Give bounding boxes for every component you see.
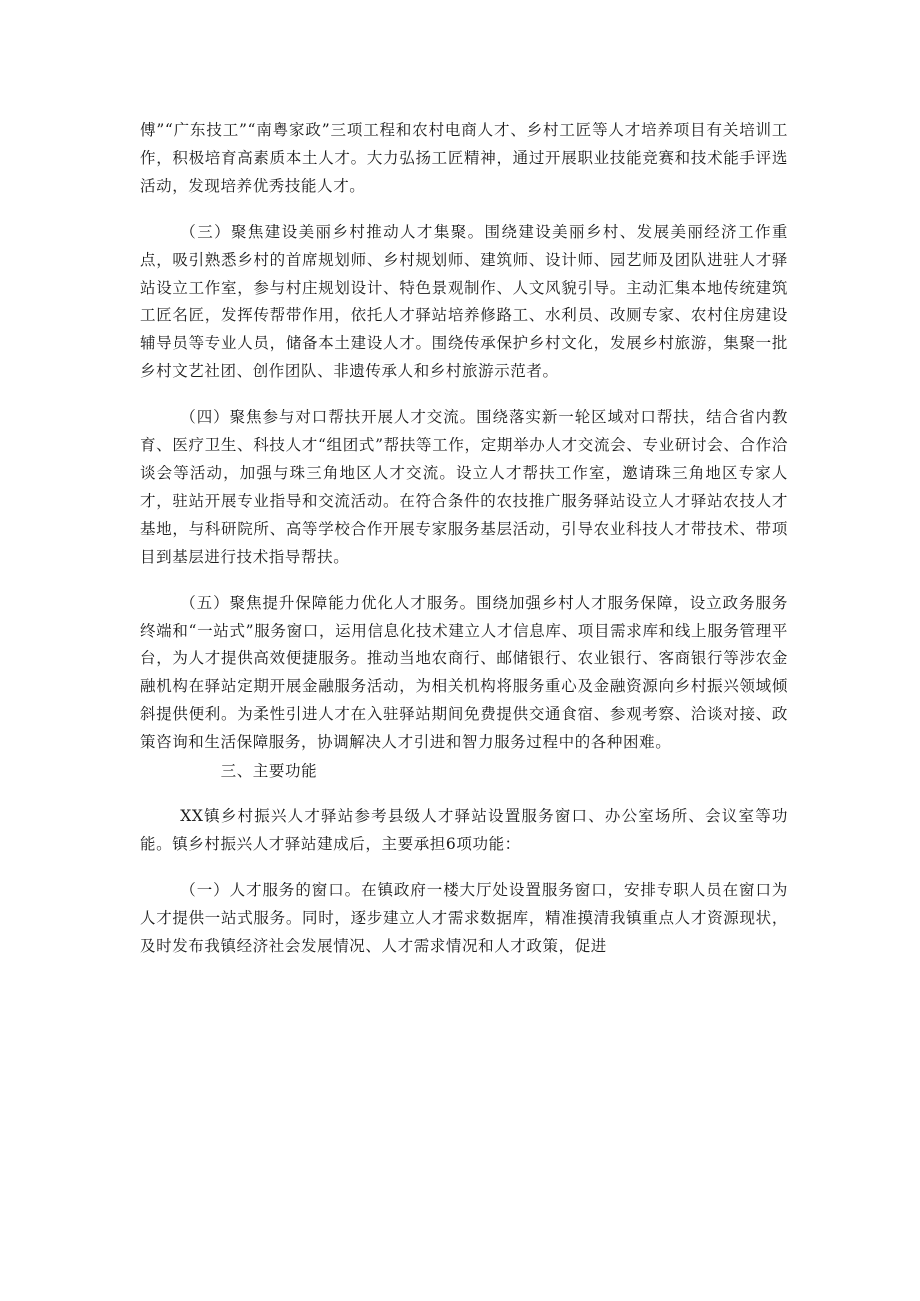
paragraph-section-5: （五）聚焦提升保障能力优化人才服务。围绕加强乡村人才服务保障，设立政务服务终端和“一站式”服务窗口，运用信息化技术建立人才信息库、项目需求库和线上服务管理平台，为人才提供高效便捷服务。推动当地农商行、邮储银行、农业银行、客商银行等涉农金融机构在驿站定期开展金融服务活动，为相关机构将服务重心及金融资源向乡村振兴领域倾斜提供便利。为柔性引进人才在入驻驿站期间免费提供交通食宿、参观考察、洽谈对接、政策咨询和生活保障服务，协调解决人才引进和智力服务过程中的各种困难。: [140, 593, 788, 752]
paragraph-section-3: （三）聚焦建设美丽乡村推动人才集聚。围绕建设美丽乡村、发展美丽经济工作重点，吸引熟悉乡村的首席规划师、乡村规划师、建筑师、设计师、园艺师及团队进驻人才驿站设立工作室，参与村庄规划设计、特色景观制作、人文风貌引导。主动汇集本地传统建筑工匠名匠，发挥传帮带作用，依托人才驿站培养修路工、水利员、改厕专家、农村住房建设辅导员等专业人员，储备本土建设人才。围绕传承保护乡村文化，发展乡村旅游，集聚一批乡村文艺社团、创作团队、非遗传承人和乡村旅游示范者。: [140, 222, 788, 381]
section-heading-main-functions: 三、主要功能: [220, 762, 318, 781]
paragraph-functions-intro: XX镇乡村振兴人才驿站参考县级人才驿站设置服务窗口、办公室场所、会议室等功能。镇乡村振兴人才驿站建成后，主要承担6项功能：: [140, 807, 788, 853]
document-page: [140, 117, 788, 961]
paragraph-section-4: （四）聚焦参与对口帮扶开展人才交流。围绕落实新一轮区域对口帮扶，结合省内教育、医疗卫生、科技人才“组团式”帮扶等工作，定期举办人才交流会、专业研讨会、合作洽谈会等活动，加强与珠三角地区人才交流。设立人才帮扶工作室，邀请珠三角地区专家人才，驻站开展专业指导和交流活动。在符合条件的农技推广服务驿站设立人才驿站农技人才基地，与科研院所、高等学校合作开展专家服务基层活动，引导农业科技人才带技术、带项目到基层进行技术指导帮扶。: [140, 408, 788, 566]
paragraph-function-1: （一）人才服务的窗口。在镇政府一楼大厅处设置服务窗口，安排专职人员在窗口为人才提供一站式服务。同时，逐步建立人才需求数据库，精准摸清我镇重点人才资源现状，及时发布我镇经济社会发展情况、人才需求情况和人才政策，促进: [140, 880, 788, 955]
paragraph-continuation: 傅”“广东技工”“南粤家政”三项工程和农村电商人才、乡村工匠等人才培养项目有关培训工作，积极培育高素质本土人才。大力弘扬工匠精神，通过开展职业技能竞赛和技术能手评选活动，发现培养优秀技能人才。: [140, 121, 788, 195]
